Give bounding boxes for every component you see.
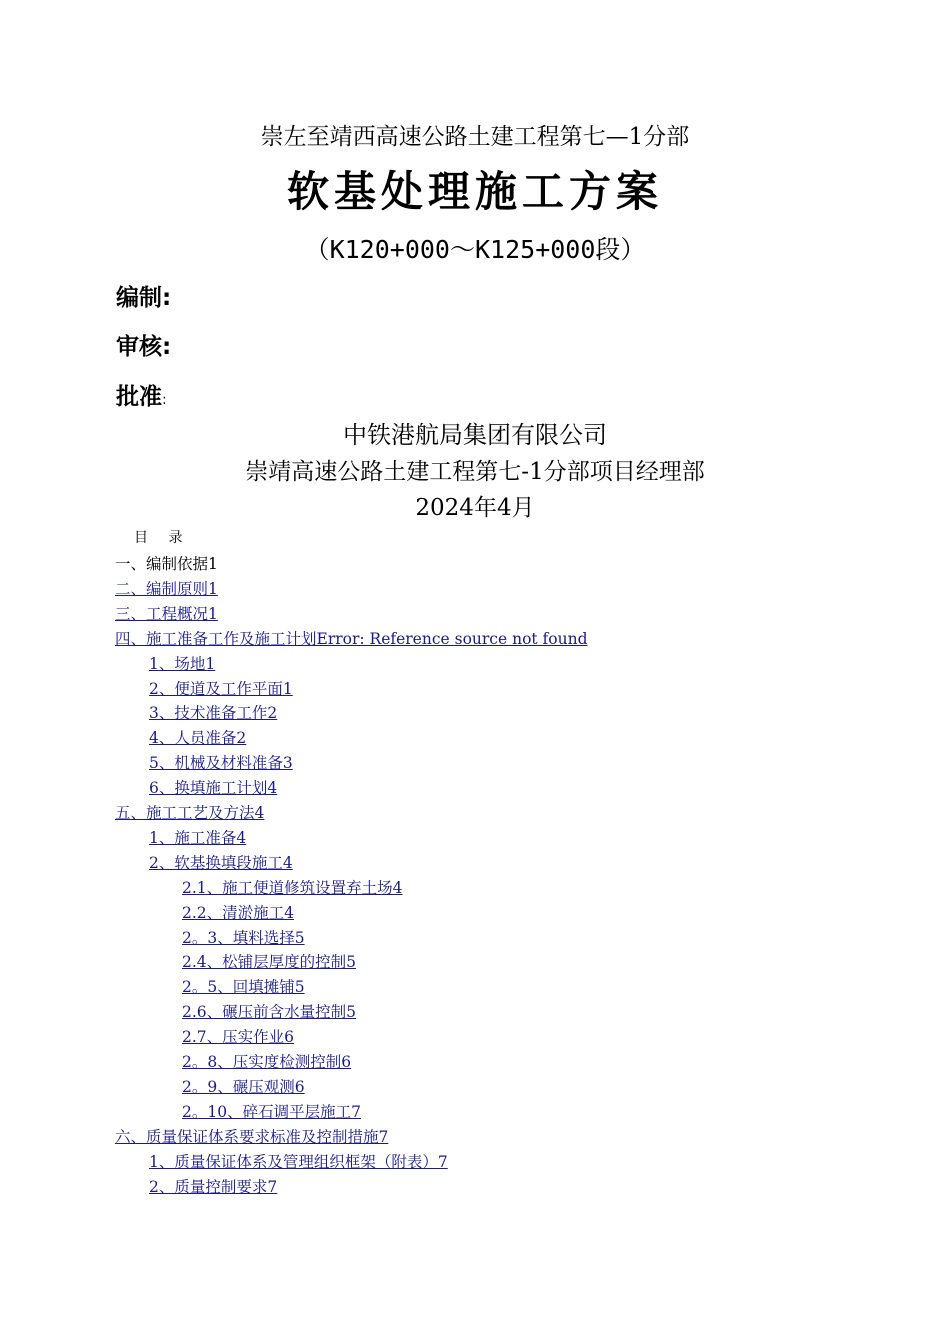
reviewed-by-colon: : (162, 334, 172, 360)
toc-item[interactable]: 2、质量控制要求7 (149, 1177, 278, 1196)
toc-item[interactable]: 5、机械及材料准备3 (149, 754, 293, 773)
toc-item[interactable]: 2、软基换填段施工4 (149, 853, 293, 872)
toc-item[interactable]: 6、换填施工计划4 (149, 779, 278, 798)
approved-by-field (116, 382, 167, 415)
toc-item[interactable]: 2。9、碾压观测6 (182, 1077, 305, 1096)
toc-item[interactable]: 2.6、碾压前含水量控制5 (182, 1003, 357, 1022)
reviewed-by-label: 审核 (116, 334, 162, 360)
toc-title: 目 录 (134, 530, 191, 546)
company-name: 中铁港航局集团有限公司 (343, 421, 607, 449)
toc-item[interactable]: 2.1、施工便道修筑设置弃土场4 (182, 878, 403, 897)
toc-item[interactable]: 六、质量保证体系要求标准及控制措施7 (115, 1127, 389, 1146)
toc-item[interactable]: 2。5、回填摊铺5 (182, 978, 305, 997)
toc-item[interactable]: 2。8、压实度检测控制6 (182, 1053, 352, 1071)
toc-item: 一、编制依据1 (115, 555, 218, 573)
approved-by-label: 批准 (116, 384, 162, 410)
issue-date: 2024年4月 (415, 495, 535, 521)
toc-item[interactable]: 1、质量保证体系及管理组织框架（附表）7 (149, 1152, 448, 1171)
toc-item[interactable]: 2。3、填料选择5 (182, 928, 305, 947)
toc-item[interactable]: 五、施工工艺及方法4 (115, 804, 265, 822)
document-title: 软基处理施工方案 (286, 167, 663, 216)
approved-by-colon: : (162, 392, 167, 408)
toc-item[interactable]: 1、场地1 (149, 654, 216, 673)
prepared-by-field (116, 283, 171, 313)
toc-item[interactable]: 2.2、清淤施工4 (182, 903, 295, 922)
toc-item[interactable]: 四、施工准备工作及施工计划Error: Reference source not found (115, 629, 588, 648)
project-line: 崇左至靖西高速公路土建工程第七—1分部 (260, 124, 690, 150)
toc-item[interactable]: 2、便道及工作平面1 (149, 679, 293, 698)
toc-item[interactable]: 4、人员准备2 (149, 729, 247, 748)
reviewed-by-field (116, 332, 171, 362)
toc-item[interactable]: 二、编制原则1 (115, 579, 218, 598)
toc-item[interactable]: 三、工程概况1 (115, 604, 218, 623)
toc-item[interactable]: 2。10、碎石调平层施工7 (182, 1102, 361, 1121)
prepared-by-colon: : (162, 285, 172, 311)
section-range: （K120+000～K125+000段） (304, 235, 646, 264)
toc-item[interactable]: 2.4、松铺层厚度的控制5 (182, 953, 357, 972)
toc-item[interactable]: 3、技术准备工作2 (149, 704, 278, 723)
toc-item[interactable]: 1、施工准备4 (149, 828, 247, 847)
toc-item[interactable]: 2.7、压实作业6 (182, 1028, 295, 1047)
prepared-by-label: 编制 (116, 285, 162, 311)
department-name: 崇靖高速公路土建工程第七-1分部项目经理部 (245, 459, 705, 485)
